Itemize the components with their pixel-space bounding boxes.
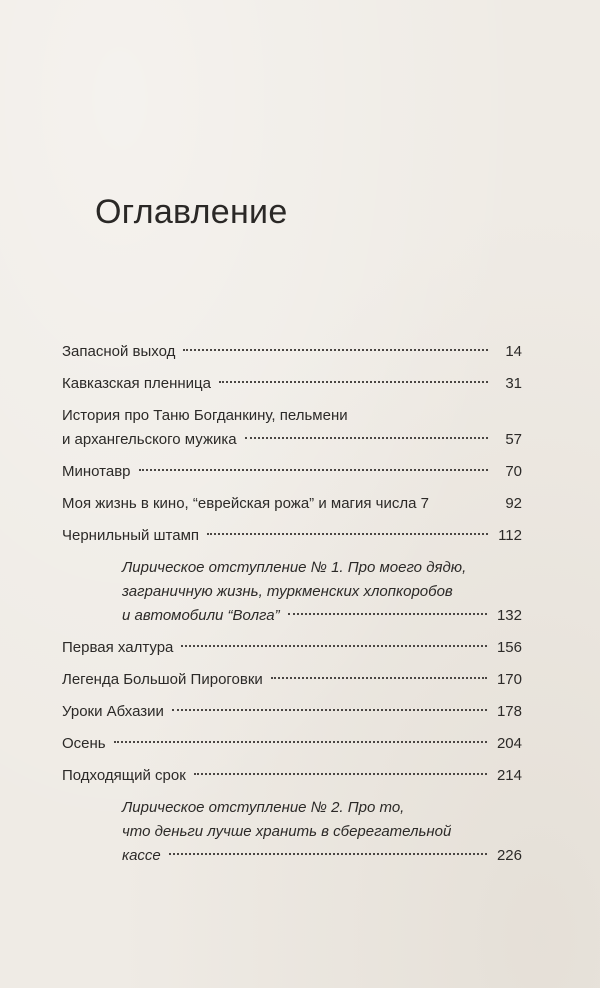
toc-entry-title: Минотавр	[62, 463, 131, 480]
dot-leader	[219, 381, 488, 383]
toc-entry-title: Кавказская пленница	[62, 375, 211, 392]
toc-entry-title-continued: что деньги лучше хранить в сберегательной	[122, 823, 452, 840]
toc-page-number: 92	[505, 495, 522, 512]
toc-entry-title-continued: и архангельского мужика	[62, 431, 237, 448]
toc-page-number: 70	[505, 463, 522, 480]
table-of-contents	[62, 340, 522, 868]
toc-entry-title: Запасной выход	[62, 343, 176, 360]
toc-entry	[62, 764, 522, 788]
dot-leader	[183, 349, 488, 351]
dot-leader	[181, 645, 487, 647]
toc-page-number: 214	[496, 767, 522, 784]
dot-leader	[207, 533, 488, 535]
toc-entry	[62, 460, 522, 484]
toc-entry-title-continued: заграничную жизнь, туркменских хлопкоробов	[122, 583, 453, 600]
toc-entry	[62, 668, 522, 692]
toc-entry-title-continued: и автомобили “Волга”	[122, 607, 280, 624]
toc-entry-interlude	[122, 556, 522, 628]
toc-entry-title-continued: кассе	[122, 847, 161, 864]
toc-page-number: 226	[496, 847, 522, 864]
toc-page-number: 132	[496, 607, 522, 624]
toc-entry	[62, 340, 522, 364]
dot-leader	[114, 741, 487, 743]
dot-leader	[288, 613, 487, 615]
toc-page-number: 14	[505, 343, 522, 360]
dot-leader	[271, 677, 487, 679]
toc-entry	[62, 700, 522, 724]
dot-leader	[172, 709, 487, 711]
toc-page-number: 178	[496, 703, 522, 720]
toc-entry-title: Лирическое отступление № 1. Про моего дядю,	[122, 559, 467, 576]
toc-entry-title: Чернильный штамп	[62, 527, 200, 544]
toc-entry	[62, 372, 522, 396]
toc-entry-title: Первая халтура	[62, 639, 174, 656]
dot-leader	[245, 437, 488, 439]
toc-entry-title: Лирическое отступление № 2. Про то,	[122, 799, 405, 816]
toc-page-number: 31	[505, 375, 522, 392]
toc-entry-interlude	[122, 796, 522, 868]
toc-entry-title: Уроки Абхазии	[62, 703, 164, 720]
toc-page-number: 204	[496, 735, 522, 752]
toc-page-number: 112	[498, 527, 522, 544]
toc-entry-title: Осень	[62, 735, 106, 752]
toc-entry	[62, 732, 522, 756]
toc-entry	[62, 636, 522, 660]
toc-entry	[62, 524, 522, 548]
dot-leader	[139, 469, 488, 471]
page-title: Оглавление	[95, 192, 288, 231]
toc-entry-title: Легенда Большой Пироговки	[62, 671, 263, 688]
toc-page-number: 57	[505, 431, 522, 448]
toc-entry-title: Подходящий срок	[62, 767, 186, 784]
toc-entry	[62, 404, 522, 452]
toc-page-number: 170	[496, 671, 522, 688]
toc-entry	[62, 492, 522, 516]
dot-leader	[194, 773, 487, 775]
dot-leader	[169, 853, 487, 855]
toc-entry-title: История про Таню Богданкину, пельмени	[62, 407, 348, 424]
toc-page-number: 156	[496, 639, 522, 656]
toc-entry-title: Моя жизнь в кино, “еврейская рожа” и магия числа 7	[62, 495, 429, 512]
